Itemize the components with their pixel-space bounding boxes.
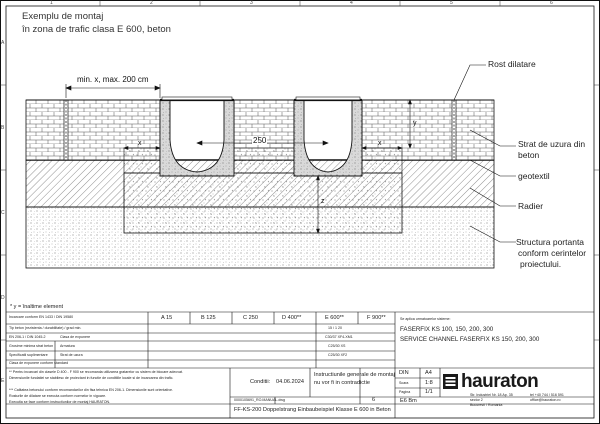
callout-bearing-2: conform cerintelor <box>518 248 587 258</box>
tb-note-3: *** Calitatea betonului conform recomandarilor din fisa tehnica EN 206-1. Dimensiunile sunt orientative. <box>9 388 174 392</box>
callout-bearing-3: proiectului. <box>520 259 562 269</box>
tb-page-value: 1/1 <box>425 389 433 395</box>
tb-row3-label: Clasa de expunere <box>60 335 91 339</box>
tb-left-label-3: Specificatii suplimentare <box>9 353 48 357</box>
tb-edition: E6 Bm <box>400 398 417 404</box>
concrete-bedding <box>124 173 402 233</box>
hauraton-logo-mark <box>443 374 458 389</box>
tb-email: office@hauraton.ro <box>530 398 561 402</box>
tb-class-a15: A 15 <box>161 315 173 321</box>
callout-wear-layer-1: Strat de uzura din <box>518 139 586 149</box>
tb-scale-value: 1:8 <box>425 380 433 386</box>
tb-class-e600: E 600** <box>325 315 344 321</box>
tb-description-1: Instructiunile generale de montaj <box>314 372 395 378</box>
tb-address-3: Bucuresti / Romania <box>470 403 503 407</box>
tb-class-d400: D 400** <box>282 315 302 321</box>
callout-geotextile: geotextil <box>518 171 550 181</box>
dimension-x-left-label: x <box>138 140 142 147</box>
tb-file: 0000105691_RO.MANUAL.dwg <box>234 398 285 402</box>
dimension-y-right-label: y <box>413 120 417 127</box>
tb-note-5: Executia se face conform instructiunilor de montaj HAURATON. <box>9 400 111 404</box>
tb-row4-value: C25/30 XS <box>328 344 346 348</box>
tb-description-2: nu vor fi in contradictie <box>314 380 370 386</box>
company-logo-text: hauraton <box>461 371 539 392</box>
tb-drawing-id: FF-KS-200 Doppelstrang Einbaubeispiel Klasse E 600 in Beton <box>234 407 391 413</box>
tb-condition-label: Conditii: <box>250 379 271 385</box>
border-marker-top-3: 3 <box>250 0 253 6</box>
callout-foundation: Radier <box>518 201 544 211</box>
border-marker-left-a: A <box>1 40 5 46</box>
tb-class-b125: B 125 <box>201 315 216 321</box>
border-marker-left-b: B <box>1 125 5 131</box>
tb-row4-label: Armatura <box>60 344 75 348</box>
tb-format-value: A4 <box>425 370 432 376</box>
dimension-x-right-label: x <box>378 140 382 147</box>
tb-class-c250: C 250 <box>243 315 258 321</box>
callout-expansion-joint: Rost dilatare <box>488 59 536 69</box>
title-line-1: Exemplu de montaj <box>22 11 104 22</box>
tb-phone: tel +40 744 / 516 591 <box>530 393 564 397</box>
tb-sheet-no: 6 <box>372 397 376 403</box>
tb-row2-value: 15 / 1 20 <box>328 326 342 330</box>
tb-note-4: Rosturile de dilatare se executa conform normelor in vigoare. <box>9 394 107 398</box>
callout-wear-layer-2: beton <box>518 150 540 160</box>
tb-address-2: sector 2 <box>470 398 483 402</box>
tb-products-line1: FASERFIX KS 100, 150, 200, 300 <box>400 326 494 333</box>
tb-note-1: ** Pentru incarcari din clasele D 400 - F 900 se recomanda utilizarea gratarelor cu sistem de blocare adecvat. <box>9 370 183 374</box>
tb-products-line2: SERVICE CHANNEL FASERFIX KS 150, 200, 300 <box>400 336 540 343</box>
border-marker-top-4: 4 <box>350 0 353 6</box>
tb-standard: Incarcare conform EN 1433 / DIN 19580 <box>9 315 74 319</box>
tb-address-1: Str. Industriei Nr. 18 Ap. 35 <box>470 393 513 397</box>
border-marker-top-5: 5 <box>450 0 453 6</box>
title-line-2: în zona de trafic clasa E 600, beton <box>22 24 171 35</box>
border-marker-left-c: C <box>1 210 5 216</box>
tb-left-label-1: EN 206-1 / DIN 1045-2 <box>9 335 46 339</box>
tb-format-label: DIN <box>399 370 409 376</box>
footnote-y: * y = înaltime element <box>10 304 64 310</box>
dimension-z-label: z <box>321 198 325 205</box>
tb-left-label-4: Clasa de expunere conform standard <box>9 361 69 365</box>
tb-row5-label: Strat de uzura <box>60 353 83 357</box>
callout-bearing-1: Structura portanta <box>516 237 585 247</box>
tb-class-f900: F 900** <box>367 315 386 321</box>
dimension-250-label: 250 <box>253 136 267 145</box>
tb-left-label-2: Grosime minima strat beton <box>9 344 54 348</box>
border-marker-top-6: 6 <box>550 0 553 6</box>
border-marker-top-2: 2 <box>150 0 153 6</box>
tb-products-heading: Se aplica urmatoarelor sisteme: <box>400 317 451 321</box>
border-marker-left-e: E <box>1 378 5 384</box>
tb-row3-value: C30/37 XF4-XM1 <box>325 335 353 339</box>
border-marker-top-1: 1 <box>50 0 53 6</box>
dimension-spacing-label: min. x, max. 200 cm <box>77 75 149 84</box>
tb-date: 04.06.2024 <box>276 379 304 385</box>
tb-page-label: Pagina <box>399 390 411 394</box>
tb-row2-label: Tip beton (rezistenta / durabilitate) / grad min. <box>9 326 82 330</box>
border-marker-left-d: D <box>1 295 5 301</box>
tb-scale-label: Scara <box>399 381 409 385</box>
tb-note-2: Dimensiunile fundatiei se stabilesc de proiectant in functie de conditiile locale si de incarcarea din trafic. <box>9 376 174 380</box>
tb-row5-value: C25/30 XF2 <box>328 353 348 357</box>
